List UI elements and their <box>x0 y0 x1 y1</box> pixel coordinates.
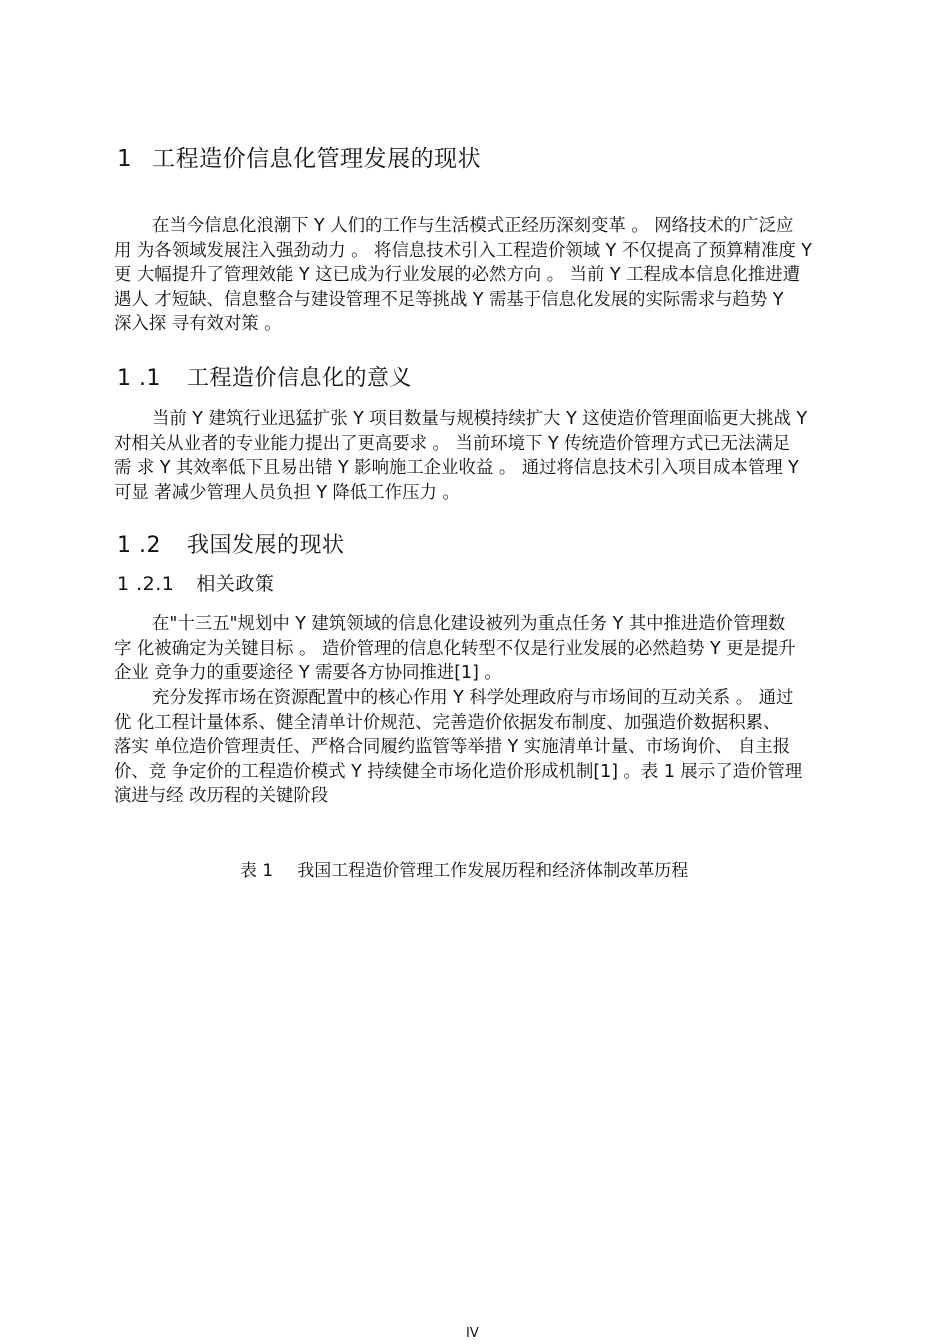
text-line: 需 求 Y 其效率低下且易出错 Y 影响施工企业收益 。 通过将信息技术引入项目成本管理 Y <box>114 458 799 478</box>
section-number: 1 .2 <box>117 533 161 558</box>
section-number: 1 .1 <box>117 366 161 391</box>
paragraph-market <box>114 686 860 809</box>
table-title: 我国工程造价管理工作发展历程和经济体制改革历程 <box>297 861 689 881</box>
section-title: 工程造价信息化管理发展的现状 <box>152 146 482 172</box>
paragraph-intro <box>114 214 860 337</box>
section-heading-1 <box>117 140 481 173</box>
page-number: IV <box>466 1326 479 1341</box>
text-line: 深入探 寻有效对策 。 <box>114 314 282 334</box>
text-line: 价、竞 争定价的工程造价模式 Y 持续健全市场化造价形成机制[1] 。表 1 展示了造价管理 <box>114 761 803 782</box>
text-line: 充分发挥市场在资源配置中的核心作用 Y 科学处理政府与市场间的互动关系 。 通过 <box>152 688 794 708</box>
paragraph-significance <box>114 407 860 505</box>
text-line: 对相关从业者的专业能力提出了更高要求 。 当前环境下 Y 传统造价管理方式已无法满足 <box>114 433 791 454</box>
table-label: 表 1 <box>240 861 274 881</box>
section-title: 我国发展的现状 <box>186 533 345 558</box>
text-line: 可显 著减少管理人员负担 Y 降低工作压力 。 <box>114 482 460 503</box>
text-line: 在当今信息化浪潮下 Y 人们的工作与生活模式正经历深刻变革 。 网络技术的广泛应 <box>152 216 794 236</box>
text-line: 优 化工程计量体系、健全清单计价规范、完善造价依据发布制度、加强造价数据积累、 <box>114 712 781 733</box>
section-heading-1-2-1 <box>117 569 274 596</box>
text-line: 演进与经 改历程的关键阶段 <box>114 786 329 806</box>
section-title: 工程造价信息化的意义 <box>186 366 412 391</box>
text-line: 落实 单位造价管理责任、严格合同履约监管等举措 Y 实施清单计量、市场询价、 自主报 <box>114 737 791 757</box>
section-heading-1-2 <box>117 528 345 559</box>
text-line: 在"十三五"规划中 Y 建筑领域的信息化建设被列为重点任务 Y 其中推进造价管理数 <box>152 614 786 634</box>
section-title: 相关政策 <box>196 573 275 595</box>
section-number: 1 .2.1 <box>117 573 175 595</box>
section-number: 1 <box>117 146 133 172</box>
text-line: 字 化被确定为关键目标 。 造价管理的信息化转型不仅是行业发展的必然趋势 Y 更是提升 <box>114 638 796 659</box>
text-line: 当前 Y 建筑行业迅猛扩张 Y 项目数量与规模持续扩大 Y 这使造价管理面临更大挑战 Y <box>152 409 808 429</box>
text-line: 更 大幅提升了管理效能 Y 这已成为行业发展的必然方向 。 当前 Y 工程成本信息化推进遭 <box>114 265 801 285</box>
text-line: 企业 竞争力的重要途径 Y 需要各方协同推进[1] 。 <box>114 663 502 683</box>
text-line: 遇人 才短缺、信息整合与建设管理不足等挑战 Y 需基于信息化发展的实际需求与趋势 Y <box>114 289 784 310</box>
table-caption <box>240 856 688 881</box>
section-heading-1-1 <box>117 361 412 392</box>
paragraph-policy <box>114 612 860 686</box>
text-line: 用 为各领域发展注入强劲动力 。 将信息技术引入工程造价领域 Y 不仅提高了预算精准度 Y <box>114 240 812 261</box>
